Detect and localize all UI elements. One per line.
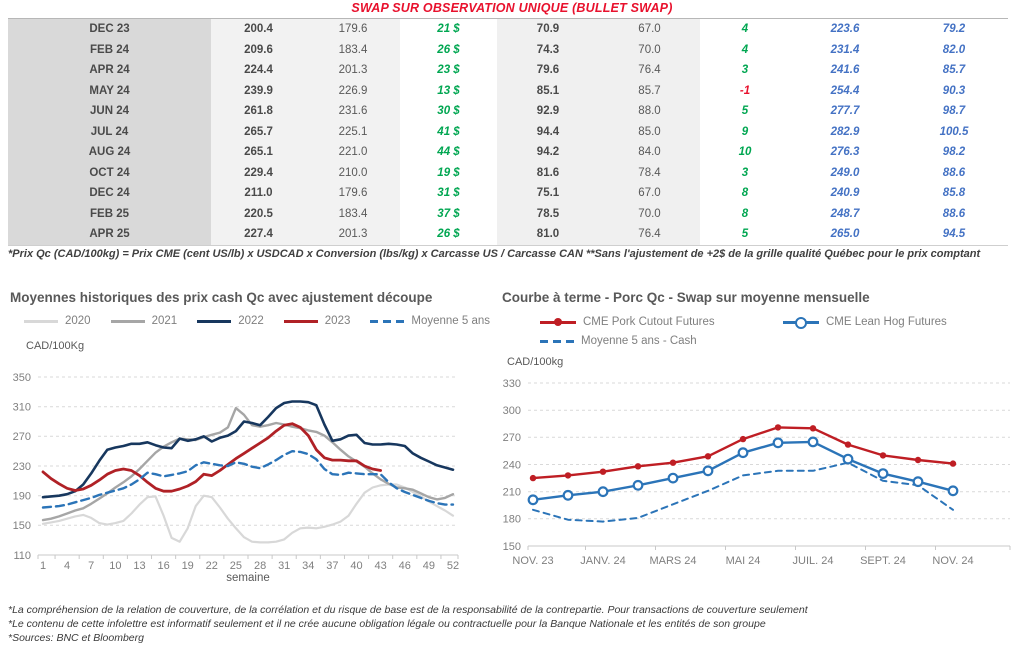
legend-item-2020 — [24, 315, 91, 327]
line-swatch-2023 — [284, 320, 318, 323]
cell-prix-qc: 265.7 — [211, 122, 306, 143]
cell-cme: 94.2 — [497, 142, 599, 163]
cell-cash-qc: 179.6 — [306, 183, 400, 204]
cell-fwd-qc: 223.6 — [790, 19, 900, 40]
cell-cme: 70.9 — [497, 19, 599, 40]
right-y-axis-unit: CAD/100kg — [507, 356, 564, 368]
cell-diff-us: 8 — [700, 183, 790, 204]
cell-cash-us: 78.4 — [599, 163, 700, 184]
cell-prix-qc: 265.1 — [211, 142, 306, 163]
cell-cash-qc: 226.9 — [306, 81, 400, 102]
svg-text:JUIL. 24: JUIL. 24 — [792, 555, 834, 567]
svg-text:300: 300 — [502, 405, 521, 417]
svg-text:4: 4 — [64, 560, 71, 572]
cell-cme: 75.1 — [497, 183, 599, 204]
forward-curve-chart — [495, 372, 1020, 577]
cell-month: APR 24 — [8, 60, 211, 81]
svg-text:180: 180 — [502, 513, 521, 526]
cell-diff-cad: 30 $ — [400, 101, 497, 122]
cell-cash-qc: 201.3 — [306, 224, 400, 245]
table-row — [8, 183, 1008, 204]
cell-prix-qc: 209.6 — [211, 40, 306, 61]
table-row — [8, 163, 1008, 184]
svg-text:13: 13 — [133, 560, 146, 572]
svg-text:190: 190 — [12, 490, 31, 503]
table-row — [8, 60, 1008, 81]
left-chart-title: Moyennes historiques des prix cash Qc avec ajustement découpe — [10, 290, 433, 305]
cell-cash-qc: 179.6 — [306, 19, 400, 40]
cell-fwd-us: 90.3 — [900, 81, 1008, 102]
cell-cash-us: 88.0 — [599, 101, 700, 122]
legend-item-2021 — [111, 315, 178, 327]
cell-month: APR 25 — [8, 224, 211, 245]
svg-text:110: 110 — [13, 549, 31, 562]
cell-diff-cad: 21 $ — [400, 19, 497, 40]
svg-text:40: 40 — [350, 560, 363, 572]
cell-fwd-us: 79.2 — [900, 19, 1008, 40]
svg-text:28: 28 — [253, 560, 267, 572]
cell-cme: 92.9 — [497, 101, 599, 122]
svg-text:270: 270 — [502, 432, 521, 445]
cell-cash-qc: 225.1 — [306, 122, 400, 143]
svg-text:330: 330 — [502, 377, 521, 390]
cell-month: JUL 24 — [8, 122, 211, 143]
line-swatch-2020 — [24, 320, 58, 323]
swap-table — [8, 18, 1008, 246]
svg-text:350: 350 — [12, 371, 31, 384]
footer-disclaimer-1: *La compréhension de la relation de couverture, de la corrélation et du risque de base est de la responsabilité de la contrepartie. Pour transactions de couverture seulement — [8, 604, 808, 616]
cell-cme: 74.3 — [497, 40, 599, 61]
cell-cme: 94.4 — [497, 122, 599, 143]
footer-disclaimer-2: *Le contenu de cette infolettre est informatif seulement et il ne crée aucune obligation légale ou contractuelle pour la Banque Nationale et les entités de son groupe — [8, 618, 766, 630]
cell-cash-qc: 183.4 — [306, 40, 400, 61]
svg-text:52: 52 — [446, 560, 460, 572]
legend-label: CME Pork Cutout Futures — [583, 316, 715, 328]
legend-item-2023 — [284, 315, 351, 327]
cell-diff-us: 10 — [700, 142, 790, 163]
cell-fwd-qc: 254.4 — [790, 81, 900, 102]
cell-cme: 78.5 — [497, 204, 599, 225]
left-x-axis-label: semaine — [226, 572, 270, 584]
cell-diff-cad: 26 $ — [400, 224, 497, 245]
cell-fwd-qc: 231.4 — [790, 40, 900, 61]
svg-text:10: 10 — [109, 560, 122, 572]
table-row — [8, 81, 1008, 102]
cell-month: AUG 24 — [8, 142, 211, 163]
cell-month: FEB 24 — [8, 40, 211, 61]
svg-text:16: 16 — [157, 560, 170, 572]
cell-diff-cad: 26 $ — [400, 40, 497, 61]
svg-text:SEPT. 24: SEPT. 24 — [860, 555, 906, 567]
open-circle-marker — [795, 317, 807, 329]
svg-text:210: 210 — [502, 486, 521, 499]
table-row — [8, 40, 1008, 61]
cell-fwd-qc: 248.7 — [790, 204, 900, 225]
cell-prix-qc: 220.5 — [211, 204, 306, 225]
dot-line-swatch — [540, 317, 576, 327]
page-title: SWAP SUR OBSERVATION UNIQUE (BULLET SWAP) — [351, 1, 673, 15]
legend-item-moyenne — [370, 315, 490, 327]
cell-diff-us: 5 — [700, 224, 790, 245]
cell-fwd-us: 100.5 — [900, 122, 1008, 143]
legend-label: 2022 — [238, 315, 264, 327]
table-row — [8, 19, 1008, 40]
cell-cash-us: 85.0 — [599, 122, 700, 143]
svg-text:MAI 24: MAI 24 — [725, 555, 761, 567]
cell-fwd-us: 94.5 — [900, 224, 1008, 245]
table-row — [8, 101, 1008, 122]
cell-diff-us: 8 — [700, 204, 790, 225]
legend-label: CME Lean Hog Futures — [826, 316, 947, 328]
cell-cme: 81.6 — [497, 163, 599, 184]
cell-prix-qc: 200.4 — [211, 19, 306, 40]
legend-item-2022 — [197, 315, 264, 327]
cell-cash-us: 70.0 — [599, 40, 700, 61]
cell-diff-cad: 19 $ — [400, 163, 497, 184]
cell-fwd-qc: 249.0 — [790, 163, 900, 184]
cell-cme: 79.6 — [497, 60, 599, 81]
cell-cme: 85.1 — [497, 81, 599, 102]
svg-text:22: 22 — [205, 560, 218, 572]
svg-text:MARS 24: MARS 24 — [649, 555, 697, 567]
cell-month: FEB 25 — [8, 204, 211, 225]
cell-diff-cad: 41 $ — [400, 122, 497, 143]
svg-text:19: 19 — [181, 560, 194, 572]
cell-fwd-qc: 240.9 — [790, 183, 900, 204]
svg-text:NOV. 24: NOV. 24 — [932, 555, 974, 567]
cell-cash-us: 67.0 — [599, 19, 700, 40]
cell-fwd-us: 85.8 — [900, 183, 1008, 204]
cell-cash-us: 76.4 — [599, 60, 700, 81]
cell-diff-us: 9 — [700, 122, 790, 143]
cell-fwd-us: 88.6 — [900, 204, 1008, 225]
cell-cash-us: 76.4 — [599, 224, 700, 245]
cell-prix-qc: 261.8 — [211, 101, 306, 122]
svg-text:49: 49 — [422, 560, 436, 572]
svg-text:240: 240 — [502, 459, 521, 472]
right-chart-title: Courbe à terme - Porc Qc - Swap sur moyenne mensuelle — [502, 290, 870, 305]
cell-cme: 81.0 — [497, 224, 599, 245]
cell-cash-qc: 183.4 — [306, 204, 400, 225]
cell-fwd-qc: 276.3 — [790, 142, 900, 163]
cell-fwd-us: 82.0 — [900, 40, 1008, 61]
svg-text:230: 230 — [12, 460, 31, 473]
svg-text:310: 310 — [12, 401, 31, 414]
cell-diff-cad: 37 $ — [400, 204, 497, 225]
svg-text:JANV. 24: JANV. 24 — [580, 555, 626, 567]
cell-prix-qc: 211.0 — [211, 183, 306, 204]
svg-text:7: 7 — [88, 560, 95, 572]
cell-prix-qc: 224.4 — [211, 60, 306, 81]
cell-diff-cad: 23 $ — [400, 60, 497, 81]
cell-diff-us: 3 — [700, 163, 790, 184]
line-swatch-2022 — [197, 320, 231, 323]
cell-diff-cad: 44 $ — [400, 142, 497, 163]
cell-cash-us: 67.0 — [599, 183, 700, 204]
legend-item-pork-cutout — [540, 316, 735, 328]
cell-fwd-qc: 282.9 — [790, 122, 900, 143]
cell-month: MAY 24 — [8, 81, 211, 102]
cell-month: OCT 24 — [8, 163, 211, 184]
legend-label: Moyenne 5 ans - Cash — [581, 335, 697, 347]
svg-text:150: 150 — [12, 520, 31, 533]
svg-text:31: 31 — [278, 560, 291, 572]
svg-text:25: 25 — [229, 560, 243, 572]
svg-text:46: 46 — [398, 560, 411, 572]
svg-text:43: 43 — [374, 560, 387, 572]
cell-fwd-qc: 241.6 — [790, 60, 900, 81]
left-chart-legend — [24, 315, 510, 327]
ring-line-swatch — [783, 317, 819, 327]
cell-cash-qc: 221.0 — [306, 142, 400, 163]
cell-month: JUN 24 — [8, 101, 211, 122]
svg-text:150: 150 — [502, 540, 521, 553]
cash-history-chart — [8, 360, 470, 595]
legend-item-lean-hog — [783, 316, 967, 328]
legend-label: 2021 — [151, 315, 178, 327]
cell-prix-qc: 229.4 — [211, 163, 306, 184]
cell-month: DEC 23 — [8, 19, 211, 40]
cell-cash-qc: 201.3 — [306, 60, 400, 81]
footer-sources: *Sources: BNC et Bloomberg — [8, 632, 144, 644]
legend-item-moyenne-cash — [540, 335, 717, 347]
cell-cash-qc: 210.0 — [306, 163, 400, 184]
cell-month: DEC 24 — [8, 183, 211, 204]
svg-text:270: 270 — [12, 431, 31, 444]
cell-fwd-qc: 265.0 — [790, 224, 900, 245]
legend-label: 2020 — [65, 315, 91, 327]
svg-text:37: 37 — [326, 560, 339, 572]
table-row — [8, 204, 1008, 225]
table-row — [8, 142, 1008, 163]
cell-diff-cad: 13 $ — [400, 81, 497, 102]
svg-text:1: 1 — [39, 560, 47, 572]
left-y-axis-unit: CAD/100Kg — [26, 340, 85, 352]
cell-diff-us: 4 — [700, 40, 790, 61]
cell-cash-us: 85.7 — [599, 81, 700, 102]
cell-fwd-us: 98.2 — [900, 142, 1008, 163]
dash-swatch-moyenne — [370, 320, 404, 323]
cell-prix-qc: 239.9 — [211, 81, 306, 102]
cell-cash-us: 70.0 — [599, 204, 700, 225]
cell-diff-cad: 31 $ — [400, 183, 497, 204]
legend-label: 2023 — [324, 315, 351, 327]
cell-diff-us: 4 — [700, 19, 790, 40]
table-footnote: *Prix Qc (CAD/100kg) = Prix CME (cent US/lb) x USDCAD x Conversion (lbs/kg) x Carcasse US / Carcasse CAN **Sans l'ajustement de +2$ de la grille qualité Québec pour le prix comptant — [8, 248, 981, 260]
cell-diff-us: 5 — [700, 101, 790, 122]
line-swatch-2021 — [111, 320, 145, 323]
cell-diff-us: -1 — [700, 81, 790, 102]
table-row — [8, 224, 1008, 245]
cell-fwd-us: 88.6 — [900, 163, 1008, 184]
cell-fwd-us: 85.7 — [900, 60, 1008, 81]
svg-text:34: 34 — [302, 560, 315, 572]
legend-label: Moyenne 5 ans — [411, 315, 491, 327]
table-row — [8, 122, 1008, 143]
cell-prix-qc: 227.4 — [211, 224, 306, 245]
cell-fwd-us: 98.7 — [900, 101, 1008, 122]
cell-cash-qc: 231.6 — [306, 101, 400, 122]
cell-cash-us: 84.0 — [599, 142, 700, 163]
cell-fwd-qc: 277.7 — [790, 101, 900, 122]
dash-swatch-moyenne-cash — [540, 340, 574, 343]
svg-text:NOV. 23: NOV. 23 — [512, 555, 554, 567]
cell-diff-us: 3 — [700, 60, 790, 81]
